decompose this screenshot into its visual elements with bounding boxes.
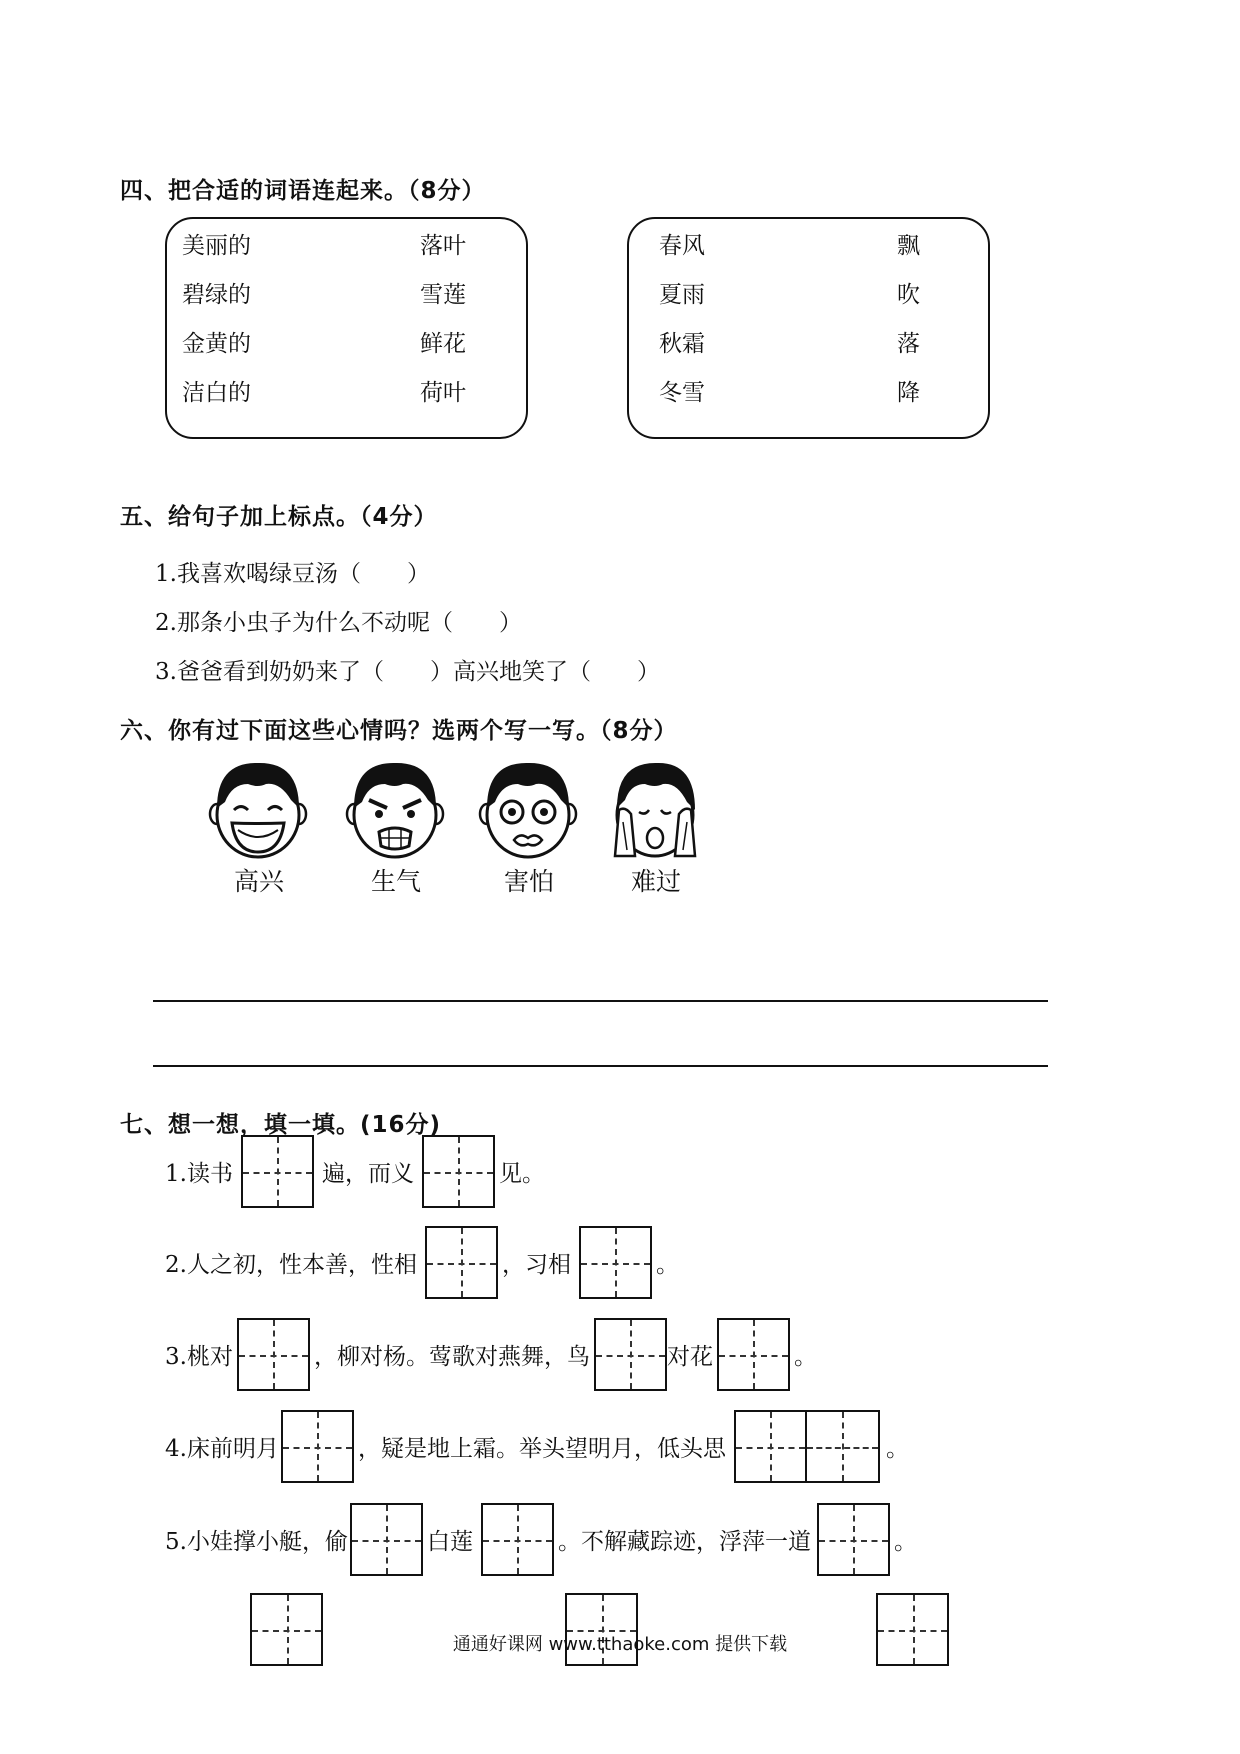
- question-text: 。: [885, 1436, 909, 1462]
- question-text: 3.桃对: [165, 1344, 233, 1370]
- question-text: ，习相: [501, 1252, 571, 1278]
- punctuation-sentence-1: 1.我喜欢喝绿豆汤（ ）: [155, 561, 430, 587]
- emotion-label-happy: 高兴: [233, 867, 284, 896]
- tianzige-box[interactable]: [350, 1503, 423, 1576]
- happy-face-icon: [208, 760, 308, 860]
- match-item-right: 吹: [897, 282, 920, 308]
- match-item-left: 金黄的: [182, 331, 251, 357]
- fill-question-2: [165, 1226, 679, 1299]
- tianzige-box[interactable]: [717, 1318, 790, 1391]
- match-item-right: 鲜花: [420, 331, 466, 357]
- tianzige-box[interactable]: [594, 1318, 667, 1391]
- tianzige-box[interactable]: [734, 1410, 807, 1483]
- tianzige-box[interactable]: [281, 1410, 354, 1483]
- match-item-left: 秋霜: [659, 331, 705, 357]
- question-text: 对花: [666, 1344, 713, 1370]
- match-item-left: 碧绿的: [182, 282, 251, 308]
- question-text: ，疑是地上霜。举头望明月，低头思: [357, 1436, 726, 1462]
- emotion-label-scared: 害怕: [503, 867, 554, 896]
- match-item-right: 荷叶: [420, 380, 466, 406]
- writing-line[interactable]: [153, 1000, 1048, 1002]
- tianzige-pair: [734, 1410, 880, 1483]
- punctuation-sentence-3: 3.爸爸看到奶奶来了（ ）高兴地笑了（ ）: [155, 659, 660, 685]
- match-box-left: [165, 217, 528, 439]
- question-text: ，柳对杨。莺歌对燕舞，鸟: [313, 1344, 590, 1370]
- question-text: 。: [893, 1529, 917, 1555]
- question-text: 。: [655, 1252, 679, 1278]
- tianzige-box[interactable]: [807, 1410, 880, 1483]
- match-item-right: 落叶: [420, 233, 466, 259]
- sad-face-icon: [605, 760, 705, 860]
- fill-question-4: [165, 1410, 909, 1483]
- tianzige-box[interactable]: [481, 1503, 554, 1576]
- tianzige-box[interactable]: [241, 1135, 314, 1208]
- question-text: 1.读书: [165, 1161, 233, 1187]
- match-item-left: 春风: [659, 233, 705, 259]
- question-text: 白莲: [426, 1529, 473, 1555]
- question-text: 见。: [498, 1161, 545, 1187]
- match-item-left: 美丽的: [182, 233, 251, 259]
- match-item-right: 落: [897, 331, 920, 357]
- angry-face-icon: [345, 760, 445, 860]
- question-text: 。不解藏踪迹，浮萍一道: [557, 1529, 811, 1555]
- footer-watermark: 通通好课网 www.tthaoke.com 提供下载: [452, 1634, 788, 1655]
- section-7-title: 七、想一想，填一填。(16分): [120, 1112, 442, 1138]
- question-text: 4.床前明月: [165, 1436, 279, 1462]
- tianzige-box[interactable]: [579, 1226, 652, 1299]
- tianzige-box[interactable]: [425, 1226, 498, 1299]
- question-text: 5.小娃撑小艇，偷: [165, 1529, 348, 1555]
- match-item-left: 冬雪: [659, 380, 705, 406]
- question-text: 遍，而义: [321, 1161, 414, 1187]
- match-item-right: 降: [897, 380, 920, 406]
- match-item-right: 飘: [897, 233, 920, 259]
- match-box-right: [627, 217, 990, 439]
- emotion-label-sad: 难过: [630, 867, 681, 896]
- section-4-title: 四、把合适的词语连起来。（8分）: [120, 178, 486, 204]
- question-text: 2.人之初，性本善，性相: [165, 1252, 417, 1278]
- section-5-title: 五、给句子加上标点。（4分）: [120, 504, 438, 530]
- section-6-title: 六、你有过下面这些心情吗？选两个写一写。（8分）: [120, 718, 678, 744]
- punctuation-sentence-2: 2.那条小虫子为什么不动呢（ ）: [155, 610, 522, 636]
- fill-question-3: [165, 1318, 817, 1391]
- match-item-left: 洁白的: [182, 380, 251, 406]
- tianzige-box[interactable]: [422, 1135, 495, 1208]
- question-text: 。: [793, 1344, 817, 1370]
- fill-question-1: [165, 1135, 545, 1208]
- fill-question-5: [165, 1503, 917, 1576]
- match-item-left: 夏雨: [659, 282, 705, 308]
- writing-line[interactable]: [153, 1065, 1048, 1067]
- emotion-label-angry: 生气: [370, 867, 421, 896]
- tianzige-box[interactable]: [817, 1503, 890, 1576]
- tianzige-box[interactable]: [237, 1318, 310, 1391]
- scared-face-icon: [478, 760, 578, 860]
- match-item-right: 雪莲: [420, 282, 466, 308]
